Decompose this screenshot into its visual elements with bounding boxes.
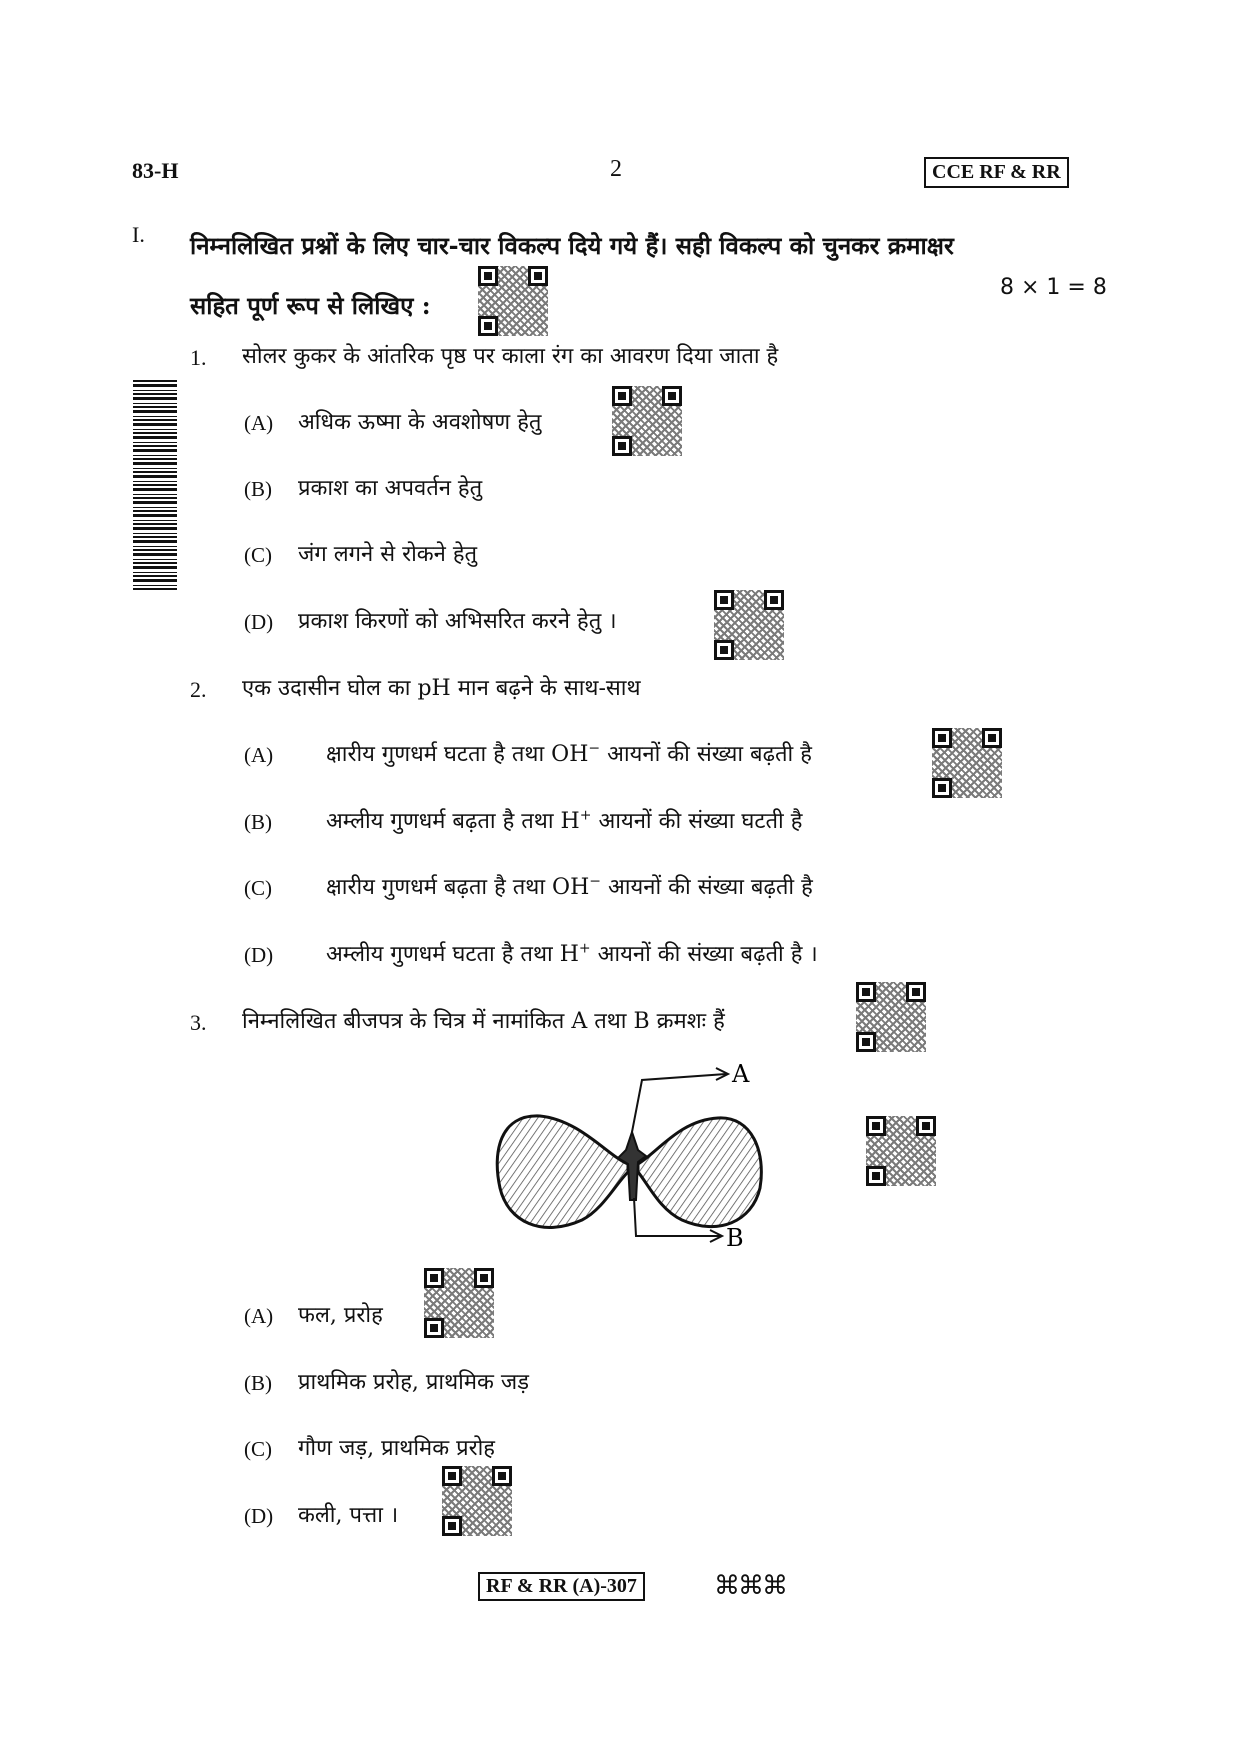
question-text: सोलर कुकर के आंतरिक पृष्ठ पर काला रंग का आवरण दिया जाता है xyxy=(242,344,779,369)
section-instruction xyxy=(190,216,1110,336)
page-number: 2 xyxy=(610,156,622,182)
option-text-part: आयनों की संख्या बढ़ती है xyxy=(600,742,812,767)
option-text-part: आयनों की संख्या घटती है xyxy=(591,809,803,834)
option-label: (C) xyxy=(244,876,272,900)
qr-code-icon xyxy=(424,1268,494,1338)
ion-charge: + xyxy=(579,807,592,824)
option-text xyxy=(326,738,812,768)
figure-label-b: B xyxy=(726,1224,744,1252)
option-text-part: अम्लीय गुणधर्म बढ़ता है तथा H xyxy=(326,809,580,834)
option-text-part: आयनों की संख्या बढ़ती है । xyxy=(590,942,818,967)
ion-charge: − xyxy=(588,740,601,757)
option-text xyxy=(326,805,802,835)
option-label: (C) xyxy=(244,1437,272,1461)
option-label: (A) xyxy=(244,411,274,435)
option-text-part: क्षारीय गुणधर्म बढ़ता है तथा OH xyxy=(326,875,590,900)
option-label: (B) xyxy=(244,810,272,834)
option-label: (C) xyxy=(244,543,272,567)
marks-scheme: 8 × 1 = 8 xyxy=(1000,275,1107,300)
option-text: गौण जड़, प्राथमिक प्ररोह xyxy=(298,1436,495,1461)
qr-code-icon xyxy=(478,266,548,336)
option-text: अधिक ऊष्मा के अवशोषण हेतु xyxy=(298,410,542,435)
option-text: जंग लगने से रोकने हेतु xyxy=(298,542,478,567)
barcode xyxy=(133,380,177,590)
option-label: (D) xyxy=(244,943,274,967)
cotyledon-left xyxy=(497,1116,628,1228)
qr-code-icon xyxy=(612,386,682,456)
option-label: (A) xyxy=(244,1304,274,1328)
ion-charge: + xyxy=(578,940,591,957)
question-text: एक उदासीन घोल का pH मान बढ़ने के साथ-साथ xyxy=(242,676,641,701)
qr-code-icon xyxy=(866,1116,936,1186)
option-text-part: अम्लीय गुणधर्म घटता है तथा H xyxy=(326,942,579,967)
instruction-line-1: निम्नलिखित प्रश्नों के लिए चार-चार विकल्प दिये गये हैं। सही विकल्प को चुनकर क्रमाक्षर xyxy=(190,231,954,260)
question-number: 3. xyxy=(190,1010,207,1035)
option-text xyxy=(326,871,813,901)
option-text: फल, प्ररोह xyxy=(298,1303,383,1328)
option-label: (A) xyxy=(244,743,274,767)
option-text: कली, पत्ता । xyxy=(298,1503,399,1528)
ion-charge: − xyxy=(589,873,601,890)
footer-ornament: ⌘⌘⌘ xyxy=(714,1571,786,1601)
option-label: (D) xyxy=(244,610,274,634)
option-text: प्राथमिक प्ररोह, प्राथमिक जड़ xyxy=(298,1370,530,1395)
option-label: (B) xyxy=(244,1371,272,1395)
option-label: (D) xyxy=(244,1504,274,1528)
qr-code-icon xyxy=(714,590,784,660)
instruction-line-2: सहित पूर्ण रूप से लिखिए : xyxy=(190,291,431,320)
question-number: 1. xyxy=(190,345,207,370)
cotyledon-right xyxy=(638,1118,761,1227)
option-text-part: क्षारीय गुणधर्म घटता है तथा OH xyxy=(326,742,589,767)
cotyledon-figure xyxy=(490,1060,780,1260)
option-text-part: आयनों की संख्या बढ़ती है xyxy=(601,875,813,900)
figure-label-a: A xyxy=(732,1060,750,1088)
qr-code-icon xyxy=(442,1466,512,1536)
option-text xyxy=(326,938,818,968)
qr-code-icon xyxy=(932,728,1002,798)
footer-code-box: RF & RR (A)-307 xyxy=(478,1572,645,1601)
question-text: निम्नलिखित बीजपत्र के चित्र में नामांकित A तथा B क्रमशः हैं xyxy=(242,1009,725,1034)
option-text: प्रकाश किरणों को अभिसरित करने हेतु । xyxy=(298,609,617,634)
option-label: (B) xyxy=(244,477,272,501)
paper-code: 83-H xyxy=(132,158,179,183)
section-number: I. xyxy=(132,222,145,247)
option-text: प्रकाश का अपवर्तन हेतु xyxy=(298,476,483,501)
series-box: CCE RF & RR xyxy=(924,157,1069,188)
question-number: 2. xyxy=(190,677,207,702)
qr-code-icon xyxy=(856,982,926,1052)
